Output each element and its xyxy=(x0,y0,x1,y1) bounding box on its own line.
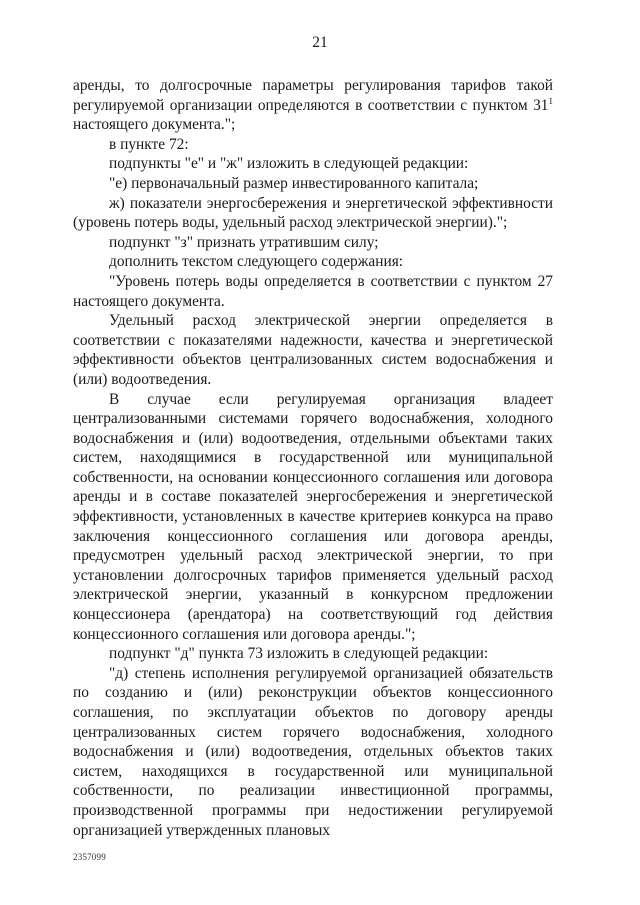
footnote-superscript: 1 xyxy=(548,95,553,106)
document-body xyxy=(73,76,553,840)
paragraph-subitems-e-zh: подпункты "е" и "ж" изложить в следующей редакции: xyxy=(109,155,469,173)
paragraph-subitem-z: подпункт "з" признать утратившим силу; xyxy=(109,233,379,251)
paragraph-electricity-consumption: Удельный расход электрической энергии определяется в соответствии с показателями надежности, качества и энергетической эффективности объектов централизованных систем водоснабжения и (или) водоотведения. xyxy=(73,312,553,388)
document-code: 2357099 xyxy=(73,852,106,862)
paragraph-text: аренды, то долгосрочные параметры регулирования тарифов такой регулируемой организации определяются в соответствии с пунктом 31 xyxy=(73,77,553,114)
paragraph-subitem-e: "е) первоначальный размер инвестированного капитала; xyxy=(109,174,479,192)
paragraph-supplement: дополнить текстом следующего содержания: xyxy=(109,253,404,271)
paragraph-subitem-d-73: подпункт "д" пункта 73 изложить в следующей редакции: xyxy=(109,645,489,663)
page-number: 21 xyxy=(312,34,328,51)
paragraph-water-losses: "Уровень потерь воды определяется в соответствии с пунктом 27 настоящего документа. xyxy=(73,272,553,310)
paragraph-text-tail: настоящего документа."; xyxy=(73,116,236,134)
paragraph-item-72: в пункте 72: xyxy=(109,135,189,153)
paragraph-continuation xyxy=(73,76,553,135)
paragraph-concession-case: В случае если регулируемая организация владеет централизованными системами горячего водоснабжения, холодного водоснабжения и (или) водоотведения, отдельными объектами таких систем, находящимися в государственной или муниципальной собственности, на основании концессионного соглашения или договора аренды и в составе показателей энергосбережения и энергетической эффективности, установленных в качестве критериев конкурса на право заключения концессионного соглашения или договора аренды, предусмотрен удельный расход электрической энергии, то при установлении долгосрочных тарифов применяется удельный расход электрической энергии, указанный в конкурсном предложении концессионера (арендатора) на соответствующий год действия концессионного соглашения или договора аренды."; xyxy=(73,390,553,643)
paragraph-subitem-d: "д) степень исполнения регулируемой организацией обязательств по созданию и (или) реконструкции объектов концессионного соглашения, по эксплуатации объектов по договору аренды централизованных систем горячего водоснабжения, холодного водоснабжения и (или) водоотведения, отдельных объектов таких систем, находящихся в государственной или муниципальной собственности, по реализации инвестиционной программы, производственной программы при недостижении регулируемой организацией утвержденных плановых xyxy=(73,664,553,839)
paragraph-subitem-zh: ж) показатели энергосбережения и энергетической эффективности (уровень потерь воды, удельный расход электрической энергии)."; xyxy=(73,194,553,232)
